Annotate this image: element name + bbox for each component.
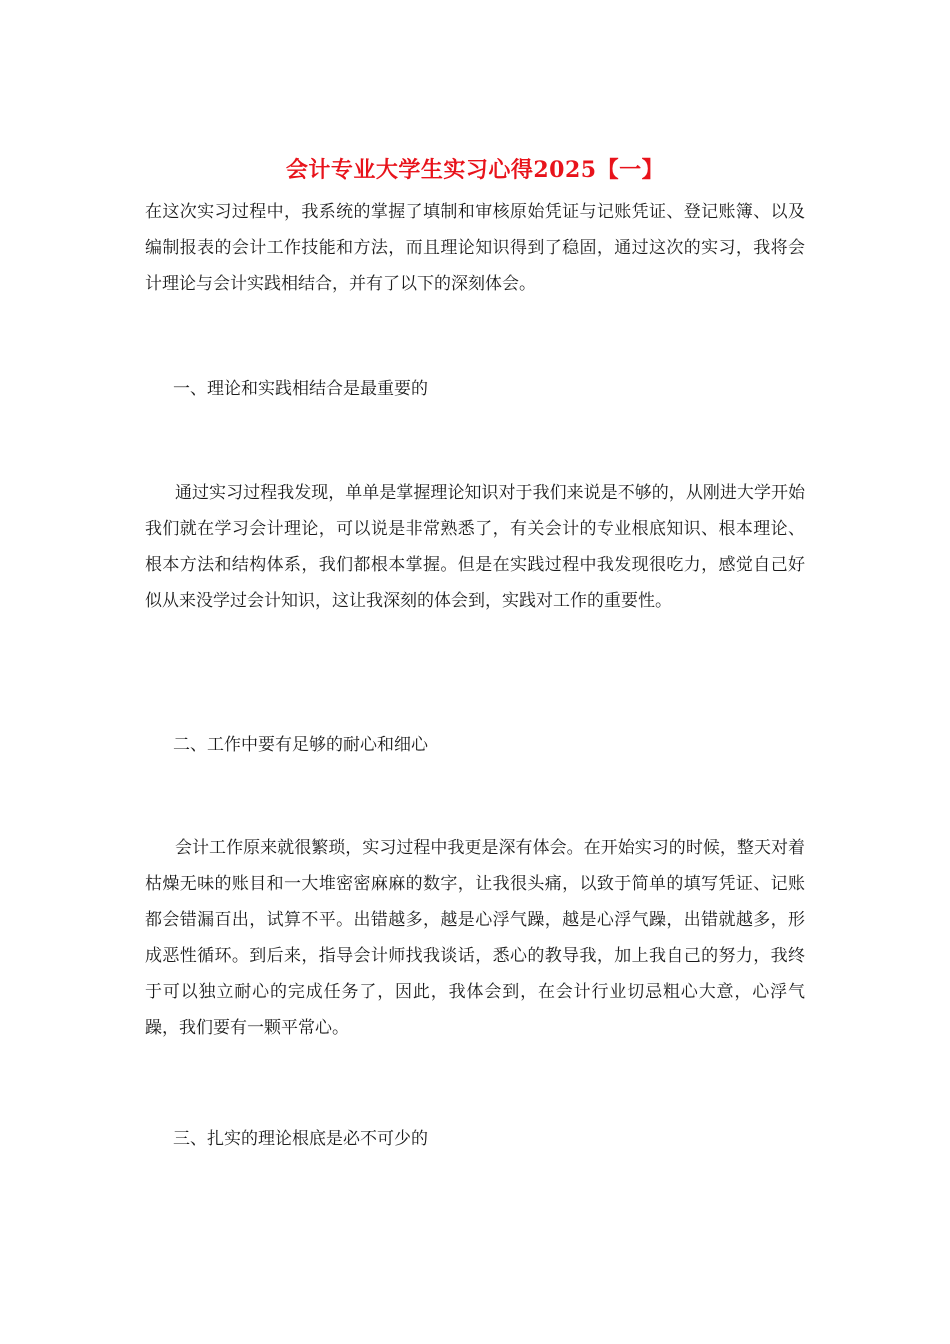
section-body-1: 通过实习过程我发现，单单是掌握理论知识对于我们来说是不够的，从刚进大学开始我们就在学习会计理论，可以说是非常熟悉了，有关会计的专业根底知识、根本理论、根本方法和结构体系，我们都根本掌握。但是在实践过程中我发现很吃力，感觉自己好似从来没学过会计知识，这让我深刻的体会到，实践对工作的重要性。 <box>145 483 805 611</box>
document-title: 会计专业大学生实习心得2025【一】 <box>285 157 665 183</box>
section-heading-2: 二、工作中要有足够的耐心和细心 <box>173 735 428 755</box>
section-heading-1: 一、理论和实践相结合是最重要的 <box>173 379 428 399</box>
section-heading-3: 三、扎实的理论根底是必不可少的 <box>173 1129 428 1149</box>
section-body-2: 会计工作原来就很繁琐，实习过程中我更是深有体会。在开始实习的时候，整天对着枯燥无味的账目和一大堆密密麻麻的数字，让我很头痛，以致于简单的填写凭证、记账都会错漏百出，试算不平。出错越多，越是心浮气躁，越是心浮气躁，出错就越多，形成恶性循环。到后来，指导会计师找我谈话，悉心的教导我，加上我自己的努力，我终于可以独立耐心的完成任务了，因此，我体会到，在会计行业切忌粗心大意，心浮气躁，我们要有一颗平常心。 <box>145 838 805 1038</box>
intro-paragraph: 在这次实习过程中，我系统的掌握了填制和审核原始凭证与记账凭证、登记账簿、以及编制报表的会计工作技能和方法，而且理论知识得到了稳固，通过这次的实习，我将会计理论与会计实践相结合，并有了以下的深刻体会。 <box>145 202 805 294</box>
